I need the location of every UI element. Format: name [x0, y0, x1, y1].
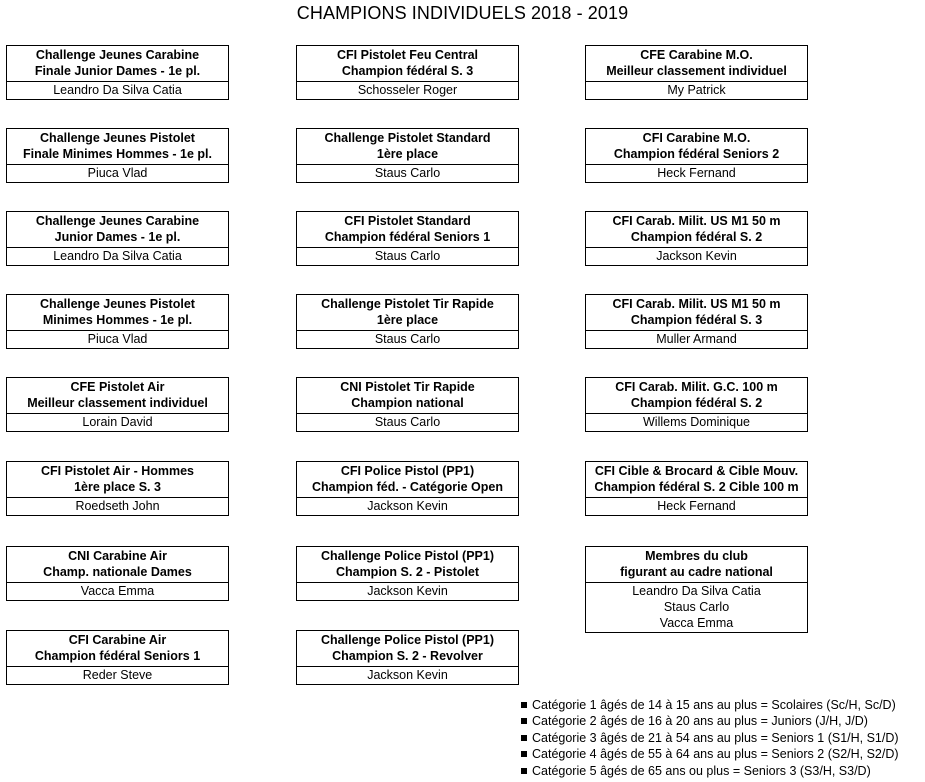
legend-text: Catégorie 5 âgés de 65 ans ou plus = Seniors 3 (S3/H, S3/D) — [532, 763, 871, 778]
competition-title: Challenge Jeunes Pistolet — [40, 131, 195, 145]
legend-item — [521, 763, 925, 779]
champion-names — [297, 165, 518, 182]
square-bullet-icon — [521, 735, 527, 741]
champion-name: Heck Fernand — [657, 166, 736, 180]
champion-name: Willems Dominique — [643, 415, 750, 429]
competition-title: CNI Pistolet Tir Rapide — [340, 380, 475, 394]
competition-title: CFI Police Pistol (PP1) — [340, 464, 475, 478]
competition-result: Champion fédéral S. 2 — [630, 396, 763, 410]
champion-box — [296, 45, 519, 100]
champion-box — [6, 546, 229, 601]
competition-title: Challenge Jeunes Carabine — [35, 214, 200, 228]
champion-box — [296, 461, 519, 516]
competition-title: CFE Carabine M.O. — [640, 48, 753, 62]
champion-name: Lorain David — [82, 415, 153, 429]
champion-names — [297, 248, 518, 265]
champion-box — [585, 377, 808, 432]
competition-title: CFI Carab. Milit. G.C. 100 m — [615, 380, 778, 394]
competition-result: Champion fédéral Seniors 1 — [324, 230, 491, 244]
competition-header — [7, 547, 228, 583]
competition-header — [7, 631, 228, 667]
champion-names — [297, 583, 518, 600]
champion-box — [296, 211, 519, 266]
champion-names — [586, 82, 807, 99]
champion-names — [7, 331, 228, 348]
champion-names — [297, 414, 518, 431]
champion-name: Jackson Kevin — [656, 249, 737, 263]
competition-header — [297, 46, 518, 82]
competition-header — [7, 378, 228, 414]
champion-name: Staus Carlo — [374, 415, 441, 429]
competition-result: Champ. nationale Dames — [43, 565, 192, 579]
competition-header — [586, 212, 807, 248]
champion-names — [586, 165, 807, 182]
competition-header — [297, 462, 518, 498]
champion-names — [297, 667, 518, 684]
champion-name: Roedseth John — [75, 499, 160, 513]
competition-header — [297, 547, 518, 583]
competition-result: 1ère place — [376, 147, 439, 161]
champion-box — [6, 377, 229, 432]
champion-box — [585, 45, 808, 100]
competition-title: CFI Pistolet Air - Hommes — [40, 464, 195, 478]
champion-name: Vacca Emma — [659, 616, 734, 630]
competition-result: 1ère place S. 3 — [74, 480, 161, 494]
champion-box — [296, 294, 519, 349]
competition-title: Challenge Police Pistol (PP1) — [321, 633, 494, 647]
competition-title: CFE Pistolet Air — [70, 380, 165, 394]
champion-names — [297, 498, 518, 515]
competition-title: CFI Carab. Milit. US M1 50 m — [612, 214, 781, 228]
competition-result: Champion fédéral S. 3 — [630, 313, 763, 327]
champion-names — [7, 82, 228, 99]
champion-name: Vacca Emma — [80, 584, 155, 598]
competition-header — [586, 462, 807, 498]
champion-box — [6, 630, 229, 685]
competition-header — [7, 462, 228, 498]
competition-result: Minimes Hommes - 1e pl. — [42, 313, 193, 327]
champion-name: Leandro Da Silva Catia — [53, 83, 182, 97]
champion-name: Staus Carlo — [663, 600, 730, 614]
competition-result: Champion national — [351, 396, 464, 410]
champion-names — [586, 498, 807, 515]
champion-name: Reder Steve — [82, 668, 153, 682]
competition-title: CFI Carabine M.O. — [642, 131, 751, 145]
competition-result: Champion fédéral Seniors 1 — [34, 649, 201, 663]
champion-box — [6, 294, 229, 349]
champion-name: My Patrick — [667, 83, 726, 97]
competition-header — [297, 295, 518, 331]
champion-box — [296, 546, 519, 601]
competition-title: CFI Carab. Milit. US M1 50 m — [612, 297, 781, 311]
competition-result: Finale Minimes Hommes - 1e pl. — [23, 147, 212, 161]
champion-names — [297, 82, 518, 99]
legend-item — [521, 746, 925, 762]
legend-text: Catégorie 1 âgés de 14 à 15 ans au plus = Scolaires (Sc/H, Sc/D) — [532, 698, 896, 712]
champion-names — [7, 583, 228, 600]
champion-box — [6, 45, 229, 100]
legend-text: Catégorie 4 âgés de 55 à 64 ans au plus = Seniors 2 (S2/H, S2/D) — [532, 747, 899, 762]
competition-header — [586, 129, 807, 165]
square-bullet-icon — [521, 718, 527, 724]
competition-result: Junior Dames - 1e pl. — [54, 230, 181, 244]
competition-header — [297, 631, 518, 667]
competition-header — [297, 212, 518, 248]
square-bullet-icon — [521, 702, 527, 708]
competition-result: Champion féd. - Catégorie Open — [312, 480, 503, 494]
champion-box — [296, 128, 519, 183]
legend-text: Catégorie 2 âgés de 16 à 20 ans au plus = Juniors (J/H, J/D) — [532, 714, 868, 729]
champion-names — [586, 583, 807, 632]
competition-header — [7, 212, 228, 248]
competition-title: CFI Cible & Brocard & Cible Mouv. — [594, 464, 799, 478]
champion-names — [586, 248, 807, 265]
competition-title: CNI Carabine Air — [68, 549, 167, 563]
competition-header — [7, 295, 228, 331]
competition-title: Membres du club — [645, 549, 748, 563]
champion-names — [586, 414, 807, 431]
competition-result: Meilleur classement individuel — [27, 396, 208, 410]
competition-header — [586, 46, 807, 82]
competition-result: Champion fédéral S. 2 — [630, 230, 763, 244]
competition-result: Champion S. 2 - Pistolet — [335, 565, 480, 579]
legend-text: Catégorie 3 âgés de 21 à 54 ans au plus = Seniors 1 (S1/H, S1/D) — [532, 730, 899, 745]
legend-item — [521, 697, 925, 713]
competition-header — [297, 129, 518, 165]
competition-result: Champion fédéral S. 2 Cible 100 m — [594, 480, 799, 494]
champion-box — [6, 461, 229, 516]
champion-box — [585, 294, 808, 349]
champion-names — [7, 667, 228, 684]
competition-header — [586, 295, 807, 331]
champion-names — [297, 331, 518, 348]
champion-name: Jackson Kevin — [367, 499, 448, 513]
competition-result: Finale Junior Dames - 1e pl. — [34, 64, 201, 78]
champion-box — [296, 630, 519, 685]
square-bullet-icon — [521, 751, 527, 757]
champion-names — [7, 498, 228, 515]
champion-name: Staus Carlo — [374, 166, 441, 180]
category-legend — [521, 697, 925, 779]
champion-box — [6, 211, 229, 266]
champion-names — [7, 248, 228, 265]
champion-name: Jackson Kevin — [367, 668, 448, 682]
champion-name: Piuca Vlad — [87, 166, 148, 180]
champion-names — [7, 165, 228, 182]
competition-result: Champion fédéral Seniors 2 — [613, 147, 780, 161]
champion-box — [585, 546, 808, 633]
competition-result: 1ère place — [376, 313, 439, 327]
competition-header — [297, 378, 518, 414]
competition-header — [7, 129, 228, 165]
champion-name: Staus Carlo — [374, 332, 441, 346]
competition-title: CFI Pistolet Standard — [344, 214, 471, 228]
champion-box — [6, 128, 229, 183]
champion-name: Heck Fernand — [657, 499, 736, 513]
competition-title: Challenge Jeunes Pistolet — [40, 297, 195, 311]
champion-names — [7, 414, 228, 431]
competition-header — [586, 547, 807, 583]
competition-title: Challenge Jeunes Carabine — [35, 48, 200, 62]
competition-header — [7, 46, 228, 82]
square-bullet-icon — [521, 768, 527, 774]
page-title: CHAMPIONS INDIVIDUELS 2018 - 2019 — [296, 3, 629, 23]
champion-names — [586, 331, 807, 348]
champion-box — [296, 377, 519, 432]
champion-name: Leandro Da Silva Catia — [53, 249, 182, 263]
champion-name: Jackson Kevin — [367, 584, 448, 598]
competition-result: Champion fédéral S. 3 — [341, 64, 474, 78]
competition-title: Challenge Pistolet Tir Rapide — [321, 297, 494, 311]
competition-result: figurant au cadre national — [620, 565, 773, 579]
champion-name: Leandro Da Silva Catia — [632, 584, 761, 598]
champion-name: Staus Carlo — [374, 249, 441, 263]
champion-box — [585, 461, 808, 516]
competition-title: Challenge Police Pistol (PP1) — [321, 549, 494, 563]
legend-item — [521, 730, 925, 746]
competition-title: CFI Pistolet Feu Central — [337, 48, 478, 62]
champion-name: Muller Armand — [656, 332, 737, 346]
competition-title: Challenge Pistolet Standard — [324, 131, 491, 145]
competition-result: Meilleur classement individuel — [606, 64, 787, 78]
champion-name: Schosseler Roger — [357, 83, 458, 97]
competition-result: Champion S. 2 - Revolver — [332, 649, 483, 663]
legend-item — [521, 713, 925, 729]
champion-box — [585, 128, 808, 183]
competition-title: CFI Carabine Air — [68, 633, 167, 647]
competition-header — [586, 378, 807, 414]
champion-name: Piuca Vlad — [87, 332, 148, 346]
champion-box — [585, 211, 808, 266]
